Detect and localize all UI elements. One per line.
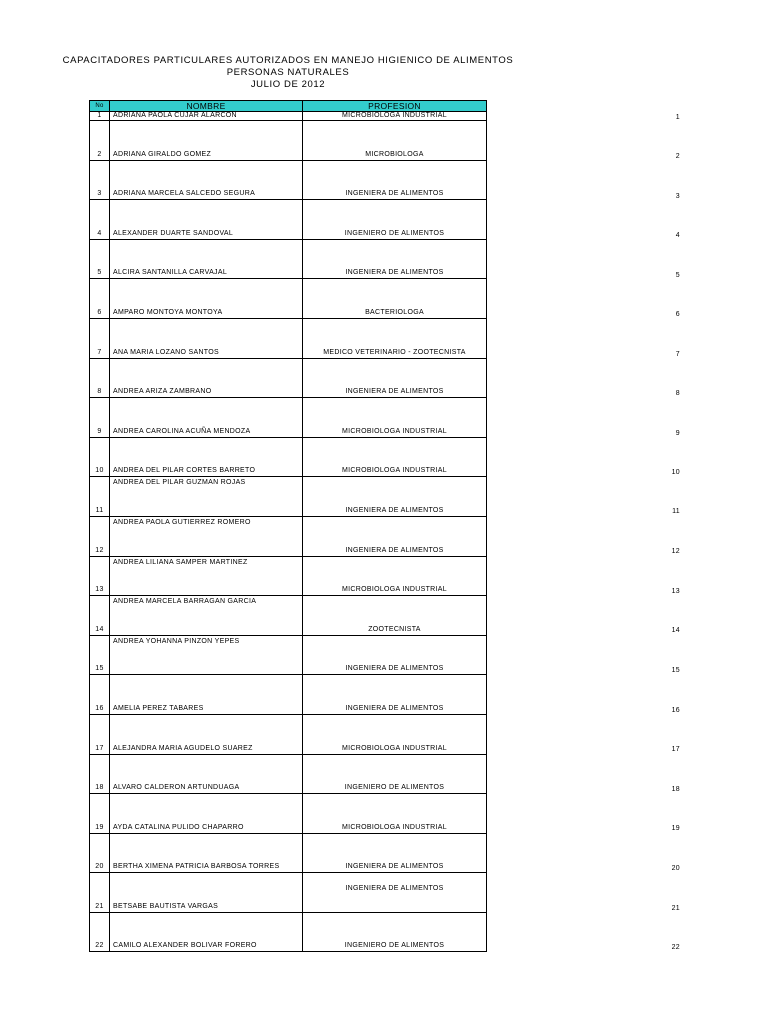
row-number: 21 [90, 873, 110, 913]
row-name: ANDREA MARCELA BARRAGAN GARCIA [110, 596, 303, 636]
table-row [90, 675, 487, 715]
document-subtitle: PERSONAS NATURALES [226, 67, 350, 78]
row-profesion: BACTERIOLOGA [303, 279, 487, 319]
table-row [90, 121, 487, 161]
table-row [90, 398, 487, 438]
right-row-number: 13 [671, 588, 680, 595]
right-row-number: 4 [675, 232, 680, 239]
right-row-number: 15 [671, 667, 680, 674]
row-profesion: INGENIERO DE ALIMENTOS [303, 912, 487, 952]
row-profesion: MICROBIOLOGA INDUSTRIAL [303, 714, 487, 754]
row-profesion: INGENIERO DE ALIMENTOS [303, 200, 487, 240]
row-name: ADRIANA MARCELA SALCEDO SEGURA [110, 160, 303, 200]
row-name: CAMILO ALEXANDER BOLIVAR FORERO [110, 912, 303, 952]
row-number: 19 [90, 794, 110, 834]
row-name: BERTHA XIMENA PATRICIA BARBOSA TORRES [110, 833, 303, 873]
right-row-number: 22 [671, 944, 680, 951]
row-number: 13 [90, 556, 110, 596]
table-row [90, 754, 487, 794]
right-row-number: 6 [675, 311, 680, 318]
row-name: ALVARO CALDERON ARTUNDUAGA [110, 754, 303, 794]
right-row-number: 9 [675, 430, 680, 437]
right-row-number: 8 [675, 390, 680, 397]
row-number: 16 [90, 675, 110, 715]
right-row-number: 16 [671, 707, 680, 714]
table-row [90, 596, 487, 636]
right-row-number: 5 [675, 272, 680, 279]
row-name: ALCIRA SANTANILLA CARVAJAL [110, 239, 303, 279]
right-row-number: 20 [671, 865, 680, 872]
table-row [90, 912, 487, 952]
row-profesion: INGENIERA DE ALIMENTOS [303, 160, 487, 200]
right-row-number: 17 [671, 746, 680, 753]
row-number: 9 [90, 398, 110, 438]
table-row [90, 635, 487, 675]
row-name: ALEJANDRA MARIA AGUDELO SUAREZ [110, 714, 303, 754]
row-name: ANDREA LILIANA SAMPER MARTINEZ [110, 556, 303, 596]
row-profesion: MICROBIOLOGA INDUSTRIAL [303, 437, 487, 477]
row-name: ADRIANA GIRALDO GOMEZ [110, 121, 303, 161]
row-name: ANDREA DEL PILAR GUZMAN ROJAS [110, 477, 303, 517]
row-number: 3 [90, 160, 110, 200]
row-name: ANDREA ARIZA ZAMBRANO [110, 358, 303, 398]
row-profesion: INGENIERA DE ALIMENTOS [303, 833, 487, 873]
table-row [90, 160, 487, 200]
row-number: 12 [90, 516, 110, 556]
row-name: ADRIANA PAOLA CUJAR ALARCON [110, 112, 303, 121]
row-number: 6 [90, 279, 110, 319]
table-row [90, 477, 487, 517]
table-row [90, 873, 487, 913]
table-row [90, 794, 487, 834]
row-name: ANDREA PAOLA GUTIERREZ ROMERO [110, 516, 303, 556]
table-row [90, 437, 487, 477]
right-row-number: 7 [675, 351, 680, 358]
row-number: 17 [90, 714, 110, 754]
right-row-number: 3 [675, 193, 680, 200]
row-number: 4 [90, 200, 110, 240]
right-row-number: 2 [675, 153, 680, 160]
document-date: JULIO DE 2012 [250, 79, 326, 90]
row-profesion: MICROBIOLOGA [303, 121, 487, 161]
table-body [90, 112, 487, 952]
right-row-number: 10 [671, 469, 680, 476]
table-row [90, 318, 487, 358]
trainers-table [89, 100, 487, 952]
row-number: 11 [90, 477, 110, 517]
column-header-no: No [90, 101, 110, 112]
row-name: ANDREA CAROLINA ACUÑA MENDOZA [110, 398, 303, 438]
row-profesion: INGENIERA DE ALIMENTOS [303, 516, 487, 556]
row-profesion: MICROBIOLOGA INDUSTRIAL [303, 794, 487, 834]
row-number: 2 [90, 121, 110, 161]
row-profesion: INGENIERA DE ALIMENTOS [303, 873, 487, 913]
row-number: 20 [90, 833, 110, 873]
row-number: 7 [90, 318, 110, 358]
right-row-number: 1 [675, 114, 680, 121]
row-number: 8 [90, 358, 110, 398]
row-number: 15 [90, 635, 110, 675]
row-number: 22 [90, 912, 110, 952]
row-name: ANA MARIA LOZANO SANTOS [110, 318, 303, 358]
right-row-number: 18 [671, 786, 680, 793]
table-row [90, 279, 487, 319]
row-profesion: MICROBIOLOGA INDUSTRIAL [303, 398, 487, 438]
table-row [90, 714, 487, 754]
row-profesion: INGENIERA DE ALIMENTOS [303, 477, 487, 517]
column-header-profesion: PROFESION [303, 101, 487, 112]
table-row [90, 833, 487, 873]
row-profesion: INGENIERA DE ALIMENTOS [303, 358, 487, 398]
row-profesion: MEDICO VETERINARIO - ZOOTECNISTA [303, 318, 487, 358]
right-row-number: 19 [671, 825, 680, 832]
table-row [90, 556, 487, 596]
table-row [90, 200, 487, 240]
row-profesion: ZOOTECNISTA [303, 596, 487, 636]
column-header-nombre: NOMBRE [110, 101, 303, 112]
table-row [90, 358, 487, 398]
document-title: CAPACITADORES PARTICULARES AUTORIZADOS EN MANEJO HIGIENICO DE ALIMENTOS [62, 55, 514, 66]
right-row-number: 12 [671, 548, 680, 555]
row-name: AMELIA PEREZ TABARES [110, 675, 303, 715]
row-profesion: INGENIERO DE ALIMENTOS [303, 754, 487, 794]
row-number: 14 [90, 596, 110, 636]
table-row [90, 112, 487, 121]
row-name: ANDREA YOHANNA PINZON YEPES [110, 635, 303, 675]
row-name: BETSABE BAUTISTA VARGAS [110, 873, 303, 913]
right-row-number: 14 [671, 627, 680, 634]
right-row-number: 21 [671, 905, 680, 912]
row-name: ANDREA DEL PILAR CORTES BARRETO [110, 437, 303, 477]
row-number: 5 [90, 239, 110, 279]
row-name: AMPARO MONTOYA MONTOYA [110, 279, 303, 319]
row-profesion: INGENIERA DE ALIMENTOS [303, 635, 487, 675]
row-profesion: INGENIERA DE ALIMENTOS [303, 239, 487, 279]
row-number: 10 [90, 437, 110, 477]
row-profesion: MICROBIOLOGA INDUSTRIAL [303, 112, 487, 121]
right-row-number: 11 [672, 508, 680, 515]
row-number: 18 [90, 754, 110, 794]
row-name: AYDA CATALINA PULIDO CHAPARRO [110, 794, 303, 834]
row-number: 1 [90, 112, 110, 121]
table-header-row [90, 101, 487, 112]
row-profesion: INGENIERA DE ALIMENTOS [303, 675, 487, 715]
table-row [90, 239, 487, 279]
table-row [90, 516, 487, 556]
row-profesion: MICROBIOLOGA INDUSTRIAL [303, 556, 487, 596]
row-name: ALEXANDER DUARTE SANDOVAL [110, 200, 303, 240]
